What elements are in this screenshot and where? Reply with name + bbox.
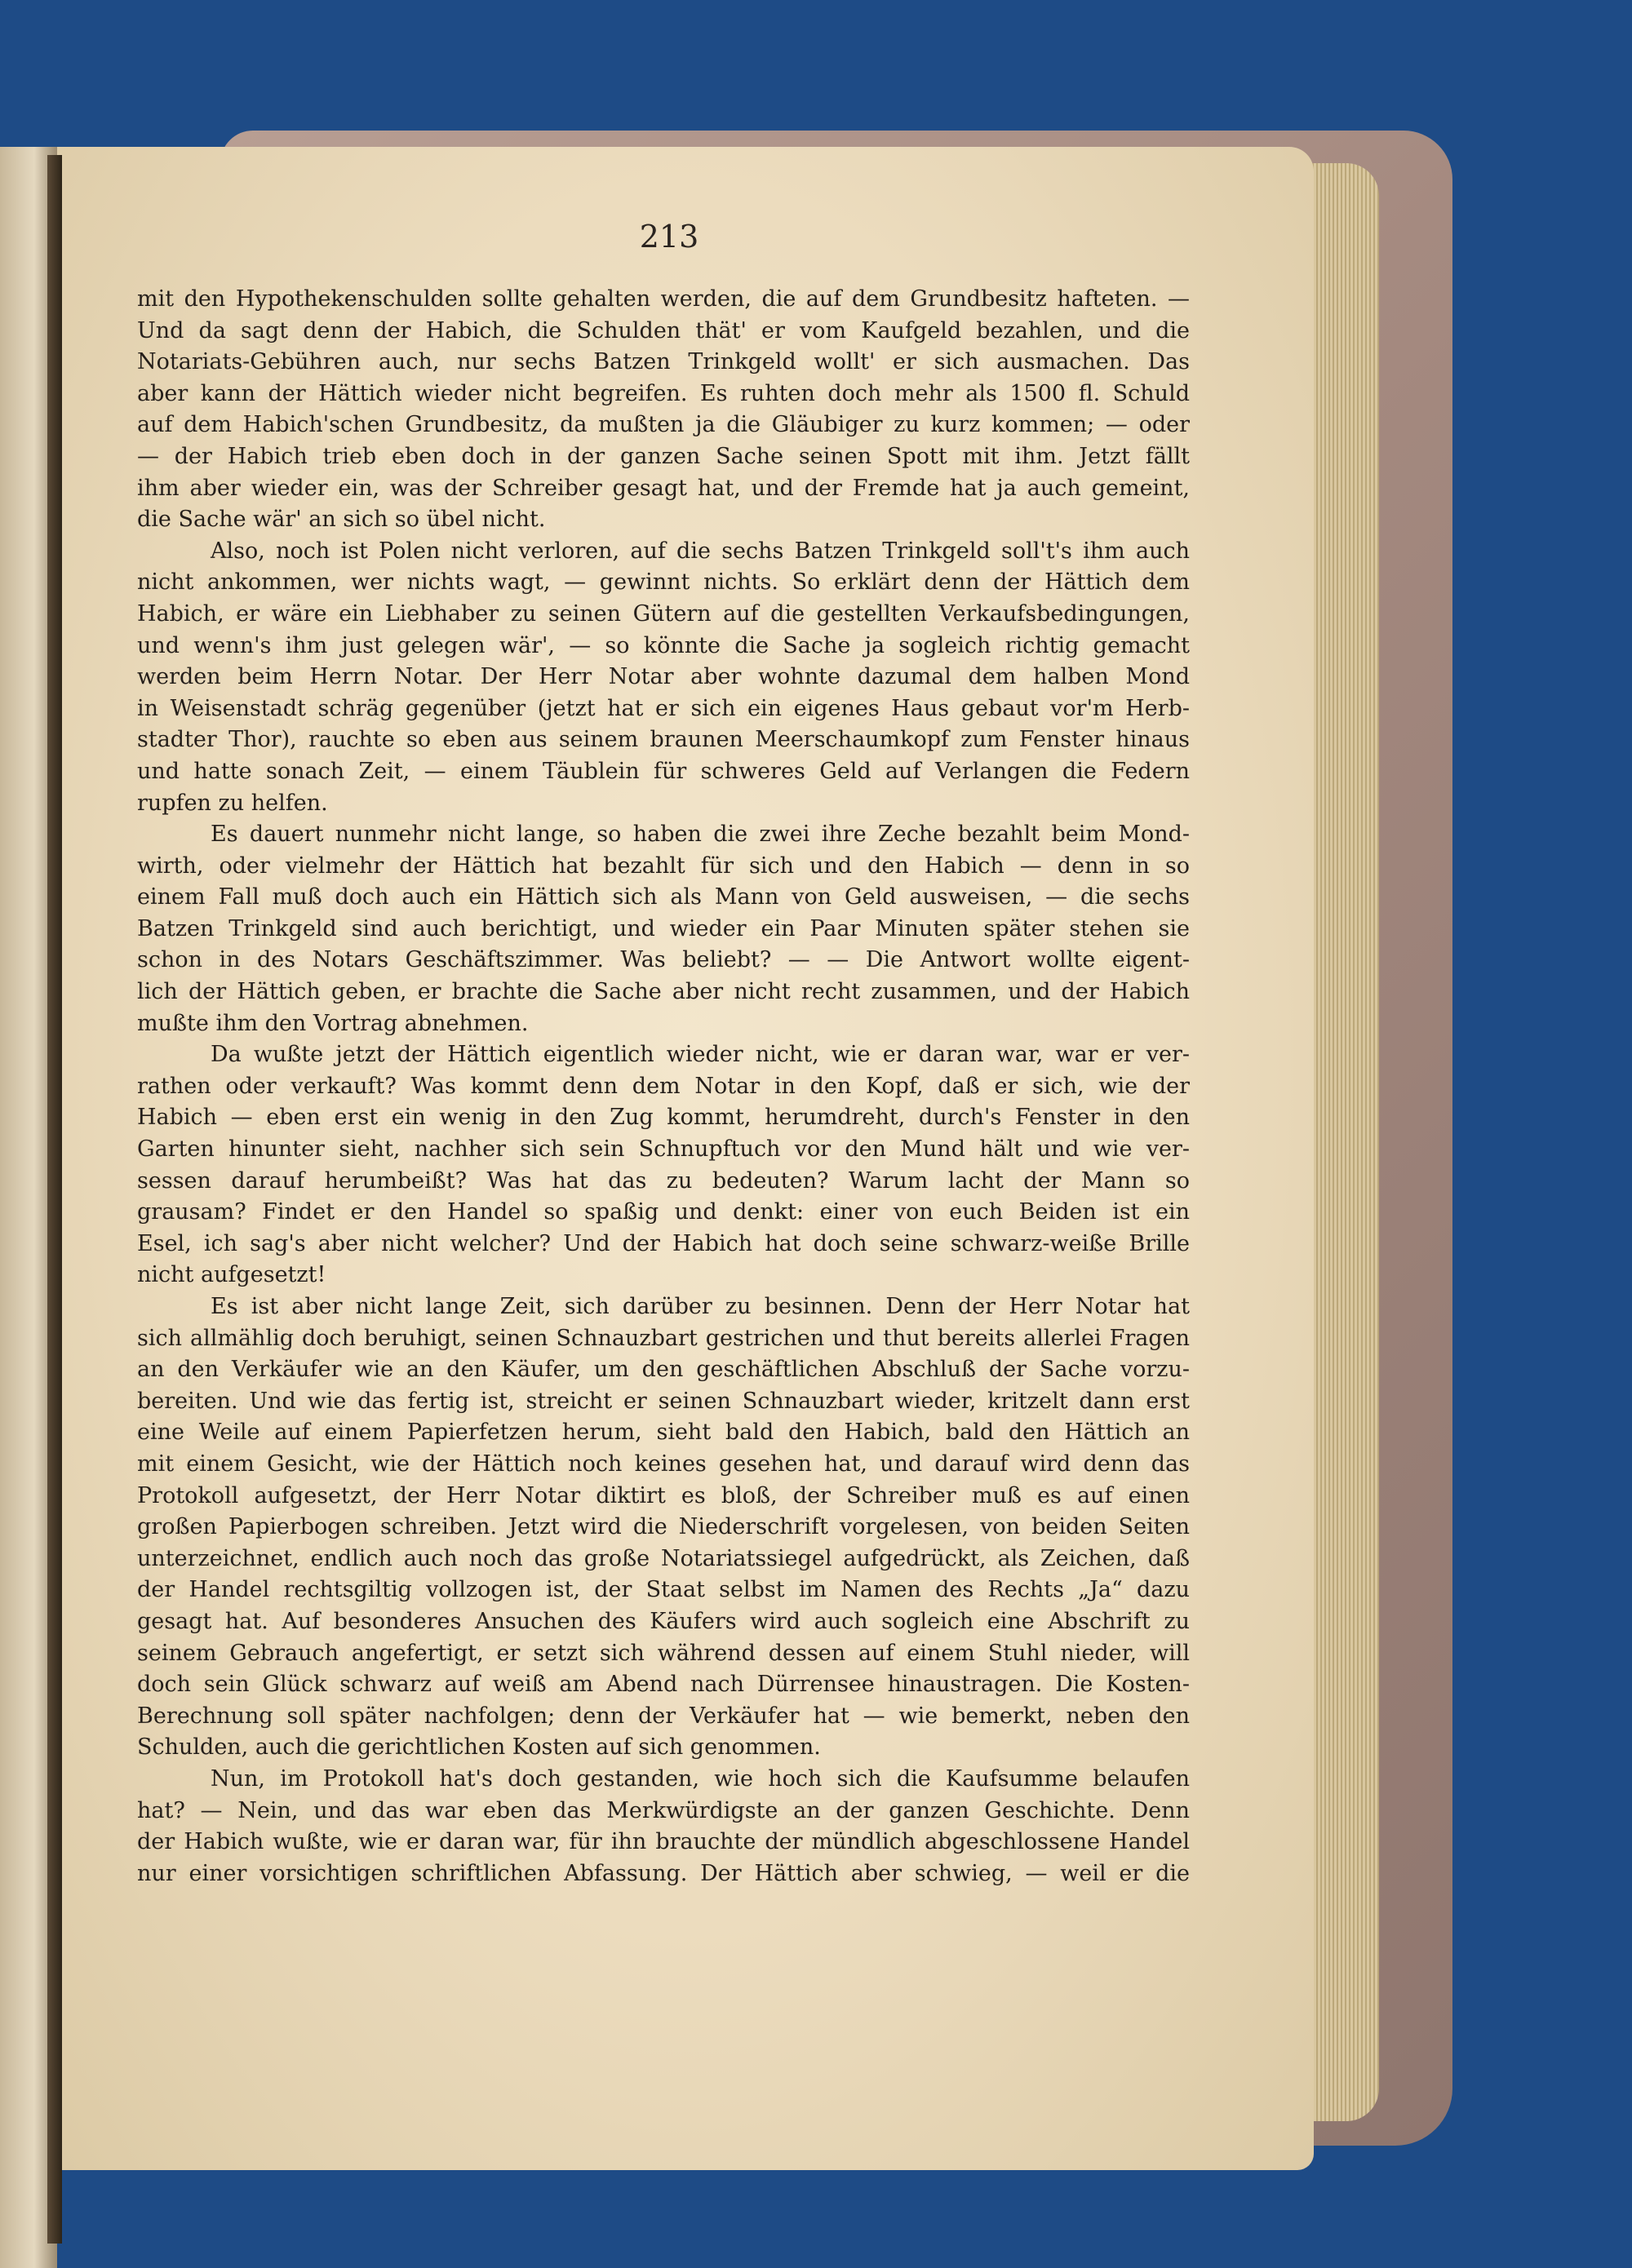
text-line: Es dauert nunmehr nicht lange, so haben die zwei ihre Zeche bezahlt beim Mond- xyxy=(211,822,1190,848)
text-line: Protokoll aufgesetzt, der Herr Notar diktirt es bloß, der Schreiber muß es auf einen xyxy=(137,1482,1190,1508)
text-line: grausam? Findet er den Handel so spaßig und denkt: einer von euch Beiden ist ein xyxy=(137,1199,1190,1225)
text-line: sich allmählig doch beruhigt, seinen Schnauzbart gestrichen und thut bereits allerlei Fragen xyxy=(137,1325,1190,1351)
text-line: und hatte sonach Zeit, — einem Täublein für schweres Geld auf Verlangen die Federn xyxy=(137,758,1190,784)
text-line: Habich, er wäre ein Liebhaber zu seinen Gütern auf die gestellten Verkaufsbedingungen, xyxy=(137,600,1190,627)
text-line: Also, noch ist Polen nicht verloren, auf die sechs Batzen Trinkgeld soll't's ihm auch xyxy=(211,538,1190,564)
text-line: in Weisenstadt schräg gegenüber (jetzt hat er sich ein eigenes Haus gebaut vor'm Herb- xyxy=(137,695,1190,721)
text-line: Und da sagt denn der Habich, die Schulden thät' er vom Kaufgeld bezahlen, und die xyxy=(137,317,1190,343)
text-line: ihm aber wieder ein, was der Schreiber gesagt hat, und der Fremde hat ja auch gemeint, xyxy=(137,475,1190,501)
text-line: stadter Thor), rauchte so eben aus seinem braunen Meerschaumkopf zum Fenster hinaus xyxy=(137,727,1190,753)
text-line: einem Fall muß doch auch ein Hättich sich als Mann von Geld ausweisen, — die sechs xyxy=(137,884,1190,910)
text-line: mit einem Gesicht, wie der Hättich noch keines gesehen hat, und darauf wird denn das xyxy=(137,1451,1190,1477)
text-line: lich der Hättich geben, er brachte die Sache aber nicht recht zusammen, und der Habich xyxy=(137,979,1190,1005)
text-line: Garten hinunter sieht, nachher sich sein Schnupftuch vor den Mund hält und wie ver- xyxy=(137,1136,1190,1163)
text-line: Notariats-Gebühren auch, nur sechs Batzen Trinkgeld wollt' er sich ausmachen. Das xyxy=(137,349,1190,375)
text-line: auf dem Habich'schen Grundbesitz, da mußten ja die Gläubiger zu kurz kommen; — oder xyxy=(137,412,1190,438)
text-line: nur einer vorsichtigen schriftlichen Abfassung. Der Hättich aber schwieg, — weil er die xyxy=(137,1860,1190,1886)
text-line: schon in des Notars Geschäftszimmer. Was beliebt? — — Die Antwort wollte eigent- xyxy=(137,947,1190,973)
text-line: rupfen zu helfen. xyxy=(137,790,328,816)
text-line: nicht ankommen, wer nichts wagt, — gewinnt nichts. So erklärt denn der Hättich dem xyxy=(137,569,1190,596)
body-text xyxy=(137,284,1190,1889)
text-line: der Habich wußte, wie er daran war, für ihn brauchte der mündlich abgeschlossene Handel xyxy=(137,1829,1190,1855)
text-line: nicht aufgesetzt! xyxy=(137,1262,326,1288)
text-line: der Handel rechtsgiltig vollzogen ist, der Staat selbst im Namen des Rechts „Ja“ dazu xyxy=(137,1577,1190,1603)
text-line: bereiten. Und wie das fertig ist, streicht er seinen Schnauzbart wieder, kritzelt dann erst xyxy=(137,1388,1190,1414)
text-line: Habich — eben erst ein wenig in den Zug kommt, herumdreht, durch's Fenster in den xyxy=(137,1105,1190,1131)
text-line: Esel, ich sag's aber nicht welcher? Und der Habich hat doch seine schwarz-weiße Brille xyxy=(137,1230,1190,1256)
text-line: Berechnung soll später nachfolgen; denn der Verkäufer hat — wie bemerkt, neben den xyxy=(137,1703,1190,1729)
text-line: aber kann der Hättich wieder nicht begreifen. Es ruhten doch mehr als 1500 fl. Schuld xyxy=(137,380,1190,406)
book-spine xyxy=(47,155,62,2244)
text-line: großen Papierbogen schreiben. Jetzt wird die Niederschrift vorgelesen, von beiden Seiten xyxy=(137,1514,1190,1540)
text-line: unterzeichnet, endlich auch noch das große Notariatssiegel aufgedrückt, als Zeichen, daß xyxy=(137,1545,1190,1571)
page-number: 213 xyxy=(639,219,699,255)
text-line: Batzen Trinkgeld sind auch berichtigt, und wieder ein Paar Minuten später stehen sie xyxy=(137,915,1190,941)
text-line: sessen darauf herumbeißt? Was hat das zu bedeuten? Warum lacht der Mann so xyxy=(137,1167,1190,1194)
text-line: Nun, im Protokoll hat's doch gestanden, wie hoch sich die Kaufsumme belaufen xyxy=(211,1765,1190,1792)
text-line: und wenn's ihm just gelegen wär', — so könnte die Sache ja sogleich richtig gemacht xyxy=(137,632,1190,658)
text-line: Es ist aber nicht lange Zeit, sich darüber zu besinnen. Denn der Herr Notar hat xyxy=(211,1294,1190,1319)
text-line: — der Habich trieb eben doch in der ganzen Sache seinen Spott mit ihm. Jetzt fällt xyxy=(137,443,1190,469)
text-line: eine Weile auf einem Papierfetzen herum, sieht bald den Habich, bald den Hättich an xyxy=(137,1420,1190,1446)
text-line: an den Verkäufer wie an den Käufer, um den geschäftlichen Abschluß der Sache vorzu- xyxy=(137,1357,1190,1383)
text-line: rathen oder verkauft? Was kommt denn dem Notar in den Kopf, daß er sich, wie der xyxy=(137,1073,1190,1099)
text-line: wirth, oder vielmehr der Hättich hat bezahlt für sich und den Habich — denn in so xyxy=(137,853,1190,879)
text-line: gesagt hat. Auf besonderes Ansuchen des Käufers wird auch sogleich eine Abschrift zu xyxy=(137,1608,1190,1634)
text-line: Schulden, auch die gerichtlichen Kosten auf sich genommen. xyxy=(137,1734,821,1761)
text-line: hat? — Nein, und das war eben das Merkwürdigste an der ganzen Geschichte. Denn xyxy=(137,1797,1190,1823)
text-line: seinem Gebrauch angefertigt, er setzt sich während dessen auf einem Stuhl nieder, will xyxy=(137,1640,1190,1666)
text-line: werden beim Herrn Notar. Der Herr Notar aber wohnte dazumal dem halben Mond xyxy=(137,664,1190,690)
text-line: doch sein Glück schwarz auf weiß am Abend nach Dürrensee hinaustragen. Die Kosten- xyxy=(137,1672,1190,1698)
text-line: mußte ihm den Vortrag abnehmen. xyxy=(137,1010,529,1036)
text-line: mit den Hypothekenschulden sollte gehalten werden, die auf dem Grundbesitz hafteten. — xyxy=(137,286,1190,312)
text-line: die Sache wär' an sich so übel nicht. xyxy=(137,507,546,533)
text-line: Da wußte jetzt der Hättich eigentlich wieder nicht, wie er daran war, war er ver- xyxy=(211,1042,1190,1068)
